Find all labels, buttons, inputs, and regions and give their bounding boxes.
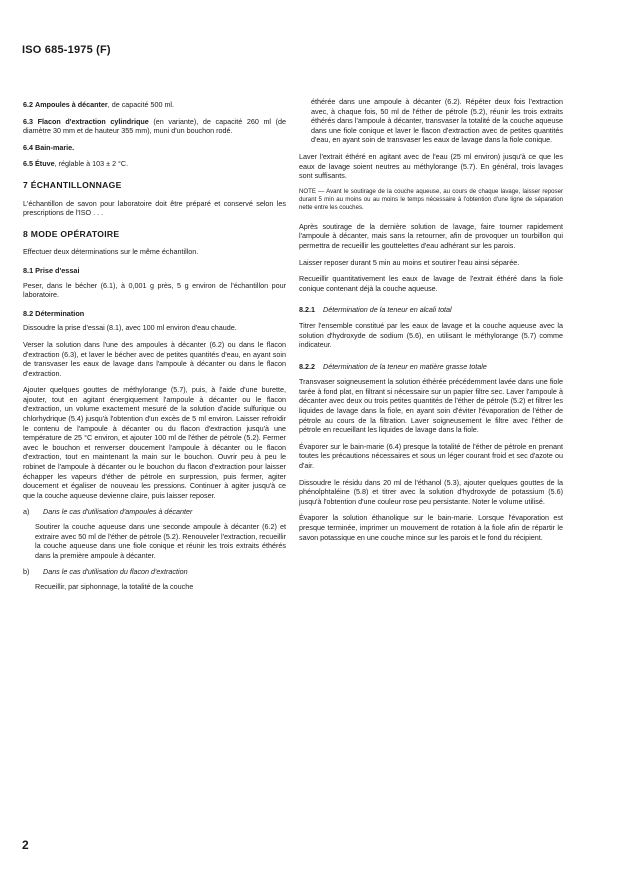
- right-column: [299, 97, 563, 549]
- paragraph-matiere-grasse-2: Évaporer sur le bain-marie (6.4) presque la totalité de l'éther de pétrole en prenant toutes les précautions nécessaires et sous un léger courant froid et sec d'azote ou d'air.: [299, 441, 563, 471]
- paragraph-mode-operatoire: Effectuer deux déterminations sur le même échantillon.: [23, 247, 199, 257]
- paragraph-matiere-grasse-3: Dissoudre le résidu dans 20 ml de l'éthanol (5.3), ajouter quelques gouttes de la phénolphtaléine (5.8) et titrer avec la solution d'hydroxyde de potassium (5.6) jusqu'à l'obtention d'une couleur rose peu persistante. Noter le volume utilisé.: [299, 477, 563, 506]
- section-6-3: [23, 117, 286, 136]
- section-number: 8.2.2: [299, 361, 315, 371]
- paragraph-laver: Laver l'extrait éthéré en agitant avec de l'eau (25 ml environ) jusqu'à ce que les eaux de lavage soient neutres au méthylorange (5.7). En général, trois lavages sont suffisants.: [299, 151, 563, 181]
- paragraph-prise-essai: Peser, dans le bécher (6.1), à 0,001 g près, 5 g environ de l'échantillon pour laboratoire.: [23, 280, 286, 300]
- paragraph-determination-1: Dissoudre la prise d'essai (8.1), avec 100 ml environ d'eau chaude.: [23, 323, 237, 333]
- paragraph-echantillonnage: L'échantillon de savon pour laboratoire doit être préparé et conservé selon les prescriptions de l'ISO . . .: [23, 198, 286, 218]
- section-title: Étuve: [35, 159, 55, 169]
- heading-matiere-grasse: [299, 362, 563, 372]
- section-title: Détermination de la teneur en matière grasse totale: [323, 361, 487, 371]
- paragraph-subcase-a: Soutirer la couche aqueuse dans une seconde ampoule à décanter (6.2) et extraire avec 50 ml de l'éther de pétrole (5.2). Renouveler l'extraction, recueillir la couche aqueuse dans une fiole conique et réunir les trois extraits éthérés dans la première ampoule à décanter.: [35, 522, 286, 560]
- document-header: ISO 685-1975 (F): [22, 44, 111, 56]
- paragraph-apres-soutirage: Après soutirage de la dernière solution de lavage, faire tourner rapidement l'ampoule à décanter, mais sans la retourner, afin de provoquer un tourbillon qui permettra de recueillir les gouttelettes d'eau adhérant sur les parois.: [299, 221, 563, 250]
- section-number: 6.3: [23, 116, 33, 126]
- subcase-label: a): [23, 507, 30, 517]
- note: NOTE — Avant le soutirage de la couche aqueuse, au cours de chaque lavage, laisser reposer durant 5 min au moins ou au moins le temps nécessaire à l'obtention d'une ligne de séparation nette entre les couches.: [299, 187, 563, 211]
- section-6-2: [23, 100, 286, 110]
- heading-determination: 8.2 Détermination: [23, 308, 85, 318]
- heading-prise-essai: 8.1 Prise d'essai: [23, 265, 80, 275]
- section-6-5: [23, 159, 286, 169]
- subcase-label: b): [23, 567, 30, 577]
- section-number: 6.4: [23, 142, 33, 152]
- heading-echantillonnage: 7 ÉCHANTILLONNAGE: [23, 179, 122, 190]
- subcase-title: Dans le cas d'utilisation d'ampoules à décanter: [43, 507, 193, 517]
- paragraph-determination-3: Ajouter quelques gouttes de méthylorange (5.7), puis, à l'aide d'une burette, ajouter, tout en agitant énergiquement l'ampoule à décanter ou le flacon d'extraction, un volume exactement mesuré de la solution d'acide sulfurique ou chlorhydrique (5.4) jusqu'à l'obtention d'un excès de 5 ml environ. Laisser refroidir le contenu de l'ampoule à décanter ou du flacon d'extraction jusqu'à une température de 25 °C environ, et ajouter 100 ml de l'éther de pétrole (5.2). Fermer avec le bouchon et renverser doucement l'ampoule à décanter ou le flacon d'extraction, tout en maintenant la main sur le bouchon. Ouvrir peu à peu le robinet de l'ampoule à décanter ou le bouchon du flacon d'extraction pour laisser échapper les vapeurs d'éther de pétrole en surpression, puis fermer, agiter doucement et égaliser de nouveau les pressions. Continuer à agiter jusqu'à ce que la couche aqueuse devienne claire, puis laisser reposer.: [23, 385, 286, 500]
- subcase-a: [23, 507, 286, 517]
- subcase-title: Dans le cas d'utilisation du flacon d'extraction: [43, 567, 188, 577]
- paragraph-continuation: éthérée dans une ampoule à décanter (6.2). Répéter deux fois l'extraction avec, à chaque fois, 50 ml de l'éther de pétrole (5.2), réunir les trois extraits éthérés dans l'ampoule à décanter, transvaser la totalité de la couche aqueuse dans une fiole conique et laver le flacon d'extraction avec de petites quantités d'eau, en ayant soin de transvaser les eaux de lavage dans la fiole conique.: [311, 97, 563, 145]
- section-text: (en variante), de capacité 260 ml (de diamètre 30 mm et de hauteur 355 mm), muni d'un bouchon rodé.: [23, 116, 287, 136]
- heading-alcali-total: [299, 305, 563, 315]
- paragraph-matiere-grasse-1: Transvaser soigneusement la solution éthérée précédemment lavée dans une fiole tarée à fond plat, en filtrant si nécessaire sur un papier filtre sec. Laver l'ampoule à décanter avec deux ou trois petites quantités de l'éther de pétrole (5.2) et filtrer les liquides de lavage dans la fiole, en ayant soin d'éviter l'évaporation de l'éther de pétrole au cours de la filtration. Laver soigneusement le filtre avec l'éther de pétrole en recueillant les liquides de lavage dans la fiole.: [299, 377, 563, 435]
- paragraph-recueillir: Recueillir quantitativement les eaux de lavage de l'extrait éthéré dans la fiole conique contenant déjà la couche aqueuse.: [299, 274, 563, 293]
- left-column: [23, 100, 286, 599]
- section-text: , de capacité 500 ml.: [107, 100, 175, 109]
- section-title: Détermination de la teneur en alcali total: [323, 305, 452, 315]
- section-6-4: [23, 143, 286, 153]
- section-title: Ampoules à décanter: [35, 100, 108, 109]
- section-title: Flacon d'extraction cylindrique: [37, 116, 149, 126]
- paragraph-alcali-total: Titrer l'ensemble constitué par les eaux de lavage et la couche aqueuse avec la solution d'hydroxyde de sodium (5.6), en utilisant le méthylorange (5.7) comme indicateur.: [299, 320, 563, 350]
- heading-mode-operatoire: 8 MODE OPÉRATOIRE: [23, 228, 120, 239]
- section-number: 6.5: [23, 159, 33, 169]
- section-number: 8.2.1: [299, 305, 315, 315]
- section-number: 6.2: [23, 100, 33, 109]
- paragraph-subcase-b: Recueillir, par siphonnage, la totalité de la couche: [35, 581, 194, 591]
- section-title: Bain-marie.: [35, 142, 75, 152]
- section-text: , réglable à 103 ± 2 °C.: [54, 159, 129, 169]
- page-number: 2: [22, 838, 29, 852]
- paragraph-matiere-grasse-4: Évaporer la solution éthanolique sur le bain-marie. Lorsque l'évaporation est presque terminée, imprimer un mouvement de rotation à la fiole afin de répartir le savon potassique en une couche mince sur les parois et le fond du récipient.: [299, 513, 563, 542]
- paragraph-determination-2: Verser la solution dans l'une des ampoules à décanter (6.2) ou dans le flacon d'extraction (6.3), et laver le bécher avec de petites quantités d'eau, en ayant soin de transvaser les eaux de lavage dans l'ampoule à décanter ou dans le flacon d'extraction.: [23, 339, 286, 378]
- subcase-b: [23, 567, 286, 577]
- paragraph-laisser-reposer: Laisser reposer durant 5 min au moins et soutirer l'eau ainsi séparée.: [299, 257, 520, 267]
